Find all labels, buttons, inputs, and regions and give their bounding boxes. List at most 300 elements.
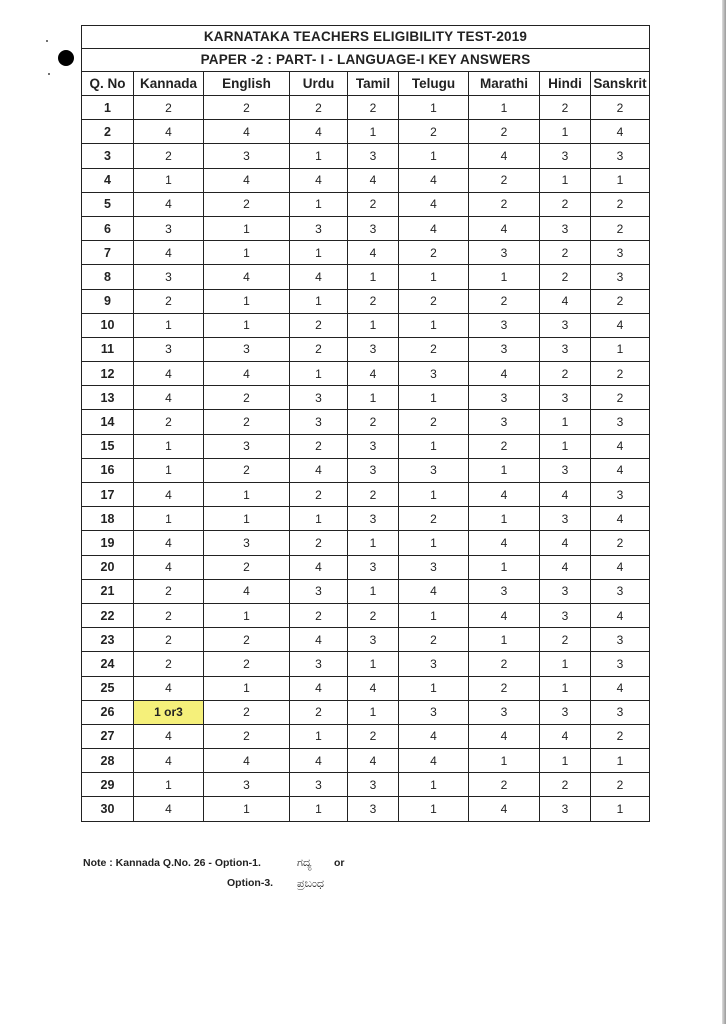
- answer-cell: 4: [399, 168, 469, 192]
- scan-speck: [48, 73, 50, 75]
- answer-cell: 1: [469, 628, 540, 652]
- answer-cell: 4: [399, 749, 469, 773]
- answer-cell: 1: [134, 458, 204, 482]
- scan-edge: [722, 0, 726, 1024]
- answer-cell: 1: [348, 579, 399, 603]
- answer-cell: 4: [591, 120, 650, 144]
- column-header: Hindi: [540, 72, 591, 96]
- answer-cell: 3: [399, 555, 469, 579]
- answer-cell: 2: [540, 265, 591, 289]
- answer-cell: 1: [204, 603, 290, 627]
- answer-cell: 3: [290, 652, 348, 676]
- answer-cell: 2: [469, 192, 540, 216]
- table-row: [82, 555, 650, 579]
- answer-cell: 4: [134, 241, 204, 265]
- answer-cell: 1: [469, 265, 540, 289]
- answer-cell: 1: [399, 96, 469, 120]
- answer-cell: 4: [469, 362, 540, 386]
- answer-cell: 1: [134, 313, 204, 337]
- answer-cell: 2: [591, 192, 650, 216]
- question-number: 12: [82, 362, 134, 386]
- page-subtitle: PAPER -2 : PART- I - LANGUAGE-I KEY ANSWERS: [82, 49, 650, 72]
- answer-cell: 2: [591, 386, 650, 410]
- answer-cell: 1: [290, 192, 348, 216]
- answer-cell: 3: [540, 144, 591, 168]
- table-row: [82, 362, 650, 386]
- table-row: [82, 96, 650, 120]
- answer-cell: 1: [348, 265, 399, 289]
- answer-cell: 1: [540, 676, 591, 700]
- answer-cell: 2: [469, 652, 540, 676]
- column-header: Sanskrit: [591, 72, 650, 96]
- answer-cell: 4: [469, 531, 540, 555]
- answer-cell: 2: [134, 579, 204, 603]
- answer-cell: 3: [591, 700, 650, 724]
- answer-cell: 1: [399, 144, 469, 168]
- answer-cell: 4: [290, 458, 348, 482]
- table-row: [82, 313, 650, 337]
- question-number: 18: [82, 507, 134, 531]
- answer-cell: 2: [134, 628, 204, 652]
- table-row: [82, 724, 650, 748]
- answer-cell: 1: [399, 386, 469, 410]
- answer-cell: 2: [591, 531, 650, 555]
- answer-cell: 3: [540, 386, 591, 410]
- answer-cell: 1: [399, 313, 469, 337]
- answer-cell: 1: [290, 289, 348, 313]
- answer-cell: 1: [540, 120, 591, 144]
- note-kannada-option-3: ಪ್ರಬಂಧ: [297, 877, 324, 890]
- answer-cell: 3: [348, 797, 399, 821]
- answer-cell: 1: [469, 458, 540, 482]
- answer-cell: 4: [134, 724, 204, 748]
- answer-cell: 2: [134, 96, 204, 120]
- answer-cell: 2: [348, 603, 399, 627]
- answer-cell: 4: [290, 120, 348, 144]
- answer-cell: 3: [591, 144, 650, 168]
- answer-cell: 4: [348, 362, 399, 386]
- table-row: [82, 241, 650, 265]
- answer-cell: 2: [348, 410, 399, 434]
- answer-cell: 1: [399, 265, 469, 289]
- answer-cell: 2: [204, 724, 290, 748]
- answer-cell: 1: [204, 507, 290, 531]
- answer-cell: 4: [134, 362, 204, 386]
- question-number: 7: [82, 241, 134, 265]
- question-number: 29: [82, 773, 134, 797]
- answer-cell: 1: [290, 241, 348, 265]
- answer-cell: 2: [591, 96, 650, 120]
- answer-cell: 3: [204, 337, 290, 361]
- answer-cell: 4: [591, 458, 650, 482]
- answer-cell: 3: [591, 241, 650, 265]
- answer-cell: 3: [469, 579, 540, 603]
- answer-cell: 2: [399, 289, 469, 313]
- answer-cell: 2: [591, 216, 650, 240]
- answer-cell: 2: [204, 192, 290, 216]
- answer-cell: 3: [348, 216, 399, 240]
- answer-cell: 1: [469, 555, 540, 579]
- answer-cell: 2: [469, 168, 540, 192]
- answer-cell: 3: [469, 337, 540, 361]
- answer-cell: 4: [204, 168, 290, 192]
- answer-cell: 2: [134, 410, 204, 434]
- answer-cell: 3: [348, 555, 399, 579]
- answer-cell: 3: [591, 579, 650, 603]
- answer-cell: 3: [348, 337, 399, 361]
- answer-cell: 3: [134, 216, 204, 240]
- answer-cell: 2: [290, 96, 348, 120]
- question-number: 10: [82, 313, 134, 337]
- table-row: [82, 168, 650, 192]
- answer-cell: 1: [348, 386, 399, 410]
- table-row: [82, 773, 650, 797]
- note-line-1: Note : Kannada Q.No. 26 - Option-1.: [83, 857, 261, 869]
- answer-cell: 2: [134, 603, 204, 627]
- question-number: 6: [82, 216, 134, 240]
- answer-cell: 3: [348, 458, 399, 482]
- answer-cell: 2: [399, 241, 469, 265]
- answer-cell: 3: [591, 410, 650, 434]
- question-number: 24: [82, 652, 134, 676]
- answer-cell: 3: [204, 144, 290, 168]
- answer-cell: 3: [290, 773, 348, 797]
- answer-cell: 2: [540, 192, 591, 216]
- answer-cell: 3: [348, 628, 399, 652]
- table-row: [82, 216, 650, 240]
- answer-cell: 2: [469, 120, 540, 144]
- table-row: [82, 531, 650, 555]
- table-row: [82, 603, 650, 627]
- answer-cell: 1: [348, 313, 399, 337]
- header-row: [82, 72, 650, 96]
- answer-cell: 2: [290, 337, 348, 361]
- scan-speck: [46, 40, 48, 42]
- table-row: [82, 386, 650, 410]
- answer-cell: 2: [204, 555, 290, 579]
- answer-cell: 2: [591, 773, 650, 797]
- table-row: [82, 628, 650, 652]
- answer-cell: 1: [469, 96, 540, 120]
- question-number: 15: [82, 434, 134, 458]
- answer-cell: 2: [134, 289, 204, 313]
- question-number: 9: [82, 289, 134, 313]
- question-number: 17: [82, 483, 134, 507]
- punch-hole: [58, 50, 74, 66]
- answer-cell: 3: [290, 410, 348, 434]
- answer-cell: 2: [399, 628, 469, 652]
- answer-cell: 1: [134, 168, 204, 192]
- answer-cell: 1: [399, 483, 469, 507]
- answer-cell: 2: [290, 313, 348, 337]
- answer-cell: 1: [204, 676, 290, 700]
- answer-cell: 3: [469, 313, 540, 337]
- table-row: [82, 749, 650, 773]
- answer-cell: 2: [204, 700, 290, 724]
- answer-cell: 1: [399, 531, 469, 555]
- answer-cell: 4: [204, 265, 290, 289]
- answer-cell: 1: [204, 241, 290, 265]
- answer-cell: 2: [204, 458, 290, 482]
- answer-cell: 4: [591, 434, 650, 458]
- answer-cell: 4: [591, 555, 650, 579]
- answer-cell: 2: [469, 676, 540, 700]
- table-row: [82, 797, 650, 821]
- answer-cell: 3: [204, 434, 290, 458]
- answer-cell: 1: [134, 773, 204, 797]
- answer-cell: 3: [540, 313, 591, 337]
- question-number: 28: [82, 749, 134, 773]
- answer-cell: 4: [591, 603, 650, 627]
- answer-cell: 1: [591, 337, 650, 361]
- column-header: English: [204, 72, 290, 96]
- answer-cell: 2: [348, 724, 399, 748]
- note-kannada-option-1: ಗದ್ಯ: [297, 856, 312, 869]
- answer-cell: 4: [399, 724, 469, 748]
- answer-cell: 4: [469, 797, 540, 821]
- column-header: Tamil: [348, 72, 399, 96]
- answer-cell: 2: [399, 410, 469, 434]
- answer-cell: 3: [348, 434, 399, 458]
- answer-cell: 4: [290, 168, 348, 192]
- answer-cell: 1: [591, 168, 650, 192]
- answer-cell: 2: [204, 628, 290, 652]
- answer-cell: 2: [290, 603, 348, 627]
- answer-cell: 1: [290, 724, 348, 748]
- question-number: 14: [82, 410, 134, 434]
- answer-cell: 4: [469, 724, 540, 748]
- answer-cell: 1: [290, 362, 348, 386]
- answer-cell: 2: [591, 362, 650, 386]
- answer-cell: 3: [348, 144, 399, 168]
- answer-cell: 3: [469, 241, 540, 265]
- answer-cell: 4: [290, 676, 348, 700]
- note-line-2: Option-3.: [227, 877, 274, 889]
- table-row: [82, 120, 650, 144]
- answer-cell: 3: [134, 337, 204, 361]
- answer-cell: 3: [591, 628, 650, 652]
- answer-cell: 4: [591, 507, 650, 531]
- column-header: Kannada: [134, 72, 204, 96]
- question-number: 1: [82, 96, 134, 120]
- question-number: 11: [82, 337, 134, 361]
- answer-cell: 4: [399, 216, 469, 240]
- answer-cell: 4: [134, 483, 204, 507]
- answer-cell: 1: [134, 434, 204, 458]
- answer-cell: 4: [399, 579, 469, 603]
- table-row: [82, 410, 650, 434]
- table-row: [82, 483, 650, 507]
- answer-cell: 2: [134, 144, 204, 168]
- answer-cell: 2: [469, 773, 540, 797]
- answer-cell: 2: [348, 289, 399, 313]
- answer-cell: 3: [399, 652, 469, 676]
- answer-cell: 2: [469, 289, 540, 313]
- answer-cell: 2: [204, 386, 290, 410]
- answer-cell: 2: [540, 241, 591, 265]
- column-header: Q. No: [82, 72, 134, 96]
- answer-cell: 2: [399, 337, 469, 361]
- answer-cell: 2: [399, 120, 469, 144]
- answer-cell: 1: [348, 652, 399, 676]
- answer-cell: 2: [290, 700, 348, 724]
- question-number: 19: [82, 531, 134, 555]
- answer-cell: 4: [134, 192, 204, 216]
- answer-cell: 1: [204, 313, 290, 337]
- question-number: 3: [82, 144, 134, 168]
- answer-cell: 1: [399, 676, 469, 700]
- question-number: 13: [82, 386, 134, 410]
- question-number: 30: [82, 797, 134, 821]
- answer-cell: 1: [399, 773, 469, 797]
- answer-cell: 1: [290, 797, 348, 821]
- answer-cell: 4: [591, 313, 650, 337]
- answer-cell: 3: [591, 265, 650, 289]
- answer-cell: 4: [540, 483, 591, 507]
- answer-cell: 1: [204, 797, 290, 821]
- answer-cell: 1: [348, 120, 399, 144]
- answer-cell: 4: [540, 555, 591, 579]
- answer-cell: 4: [540, 724, 591, 748]
- answer-cell: 4: [204, 362, 290, 386]
- answer-cell: 1: [591, 797, 650, 821]
- answer-cell: 2: [290, 531, 348, 555]
- answer-cell: 1: [399, 603, 469, 627]
- table-row: [82, 192, 650, 216]
- answer-cell: 4: [134, 749, 204, 773]
- answer-cell: 1: [204, 216, 290, 240]
- answer-cell: 2: [204, 652, 290, 676]
- answer-cell: 2: [591, 289, 650, 313]
- answer-cell: 3: [399, 700, 469, 724]
- answer-cell: 2: [591, 724, 650, 748]
- answer-cell: 4: [204, 749, 290, 773]
- answer-cell: 2: [204, 410, 290, 434]
- answer-cell: 1: [540, 168, 591, 192]
- answer-key-table: [81, 25, 650, 822]
- answer-cell: 4: [134, 676, 204, 700]
- answer-cell: 4: [540, 531, 591, 555]
- answer-cell: 3: [204, 773, 290, 797]
- answer-cell: 4: [204, 120, 290, 144]
- answer-cell: 4: [290, 555, 348, 579]
- answer-cell: 3: [134, 265, 204, 289]
- table-row: [82, 144, 650, 168]
- table-row: [82, 337, 650, 361]
- table-row: [82, 289, 650, 313]
- answer-cell: 3: [469, 700, 540, 724]
- answer-cell: 3: [540, 603, 591, 627]
- answer-cell: 2: [290, 483, 348, 507]
- answer-cell: 4: [469, 603, 540, 627]
- answer-cell: 4: [348, 168, 399, 192]
- answer-cell: 1: [469, 749, 540, 773]
- answer-cell: 3: [399, 362, 469, 386]
- answer-cell: 3: [204, 531, 290, 555]
- answer-cell: 4: [348, 676, 399, 700]
- answer-cell: 3: [469, 410, 540, 434]
- question-number: 23: [82, 628, 134, 652]
- table-row: [82, 434, 650, 458]
- answer-cell: 4: [469, 483, 540, 507]
- answer-cell: 3: [348, 507, 399, 531]
- answer-cell: 2: [540, 773, 591, 797]
- answer-cell: 4: [540, 289, 591, 313]
- answer-cell: 1: [348, 531, 399, 555]
- answer-cell: 3: [290, 579, 348, 603]
- answer-cell: 3: [540, 337, 591, 361]
- answer-cell: 3: [348, 773, 399, 797]
- answer-cell: 2: [348, 483, 399, 507]
- answer-cell: 3: [540, 458, 591, 482]
- question-number: 8: [82, 265, 134, 289]
- answer-cell: 2: [204, 96, 290, 120]
- answer-cell: 3: [399, 458, 469, 482]
- answer-cell: 1: [290, 507, 348, 531]
- answer-cell: 2: [540, 96, 591, 120]
- answer-cell: 4: [348, 241, 399, 265]
- answer-cell: 1: [469, 507, 540, 531]
- answer-cell: 1: [204, 483, 290, 507]
- answer-cell: 4: [134, 555, 204, 579]
- question-number: 2: [82, 120, 134, 144]
- table-row: [82, 700, 650, 724]
- answer-cell: 1: [591, 749, 650, 773]
- answer-cell: 3: [540, 507, 591, 531]
- table-row: [82, 458, 650, 482]
- answer-cell: 4: [469, 216, 540, 240]
- answer-cell: 2: [290, 434, 348, 458]
- answer-cell: 4: [134, 797, 204, 821]
- answer-cell: 2: [134, 652, 204, 676]
- question-number: 20: [82, 555, 134, 579]
- answer-cell: 1: [399, 797, 469, 821]
- answer-cell: 1: [540, 749, 591, 773]
- question-number: 21: [82, 579, 134, 603]
- answer-cell: 2: [348, 192, 399, 216]
- answer-cell: 1: [204, 289, 290, 313]
- answer-cell: 1: [540, 652, 591, 676]
- page-title: KARNATAKA TEACHERS ELIGIBILITY TEST-2019: [82, 26, 650, 49]
- answer-cell: 4: [134, 120, 204, 144]
- table-row: [82, 676, 650, 700]
- answer-cell: 3: [540, 700, 591, 724]
- column-header: Urdu: [290, 72, 348, 96]
- answer-cell: 2: [540, 362, 591, 386]
- answer-cell: 3: [540, 216, 591, 240]
- answer-cell: 4: [469, 144, 540, 168]
- question-number: 27: [82, 724, 134, 748]
- answer-cell: 4: [134, 531, 204, 555]
- answer-cell: 1: [134, 507, 204, 531]
- question-number: 4: [82, 168, 134, 192]
- answer-cell: 2: [399, 507, 469, 531]
- answer-cell: 2: [469, 434, 540, 458]
- table-row: [82, 265, 650, 289]
- table-row: [82, 579, 650, 603]
- answer-cell: 2: [348, 96, 399, 120]
- answer-cell: 4: [204, 579, 290, 603]
- answer-cell: 3: [290, 386, 348, 410]
- answer-cell: 4: [134, 386, 204, 410]
- table-row: [82, 652, 650, 676]
- answer-cell: 1: [540, 434, 591, 458]
- answer-cell: 4: [399, 192, 469, 216]
- answer-cell: 4: [290, 265, 348, 289]
- answer-cell: 1: [290, 144, 348, 168]
- answer-cell: 4: [591, 676, 650, 700]
- answer-cell: 3: [540, 797, 591, 821]
